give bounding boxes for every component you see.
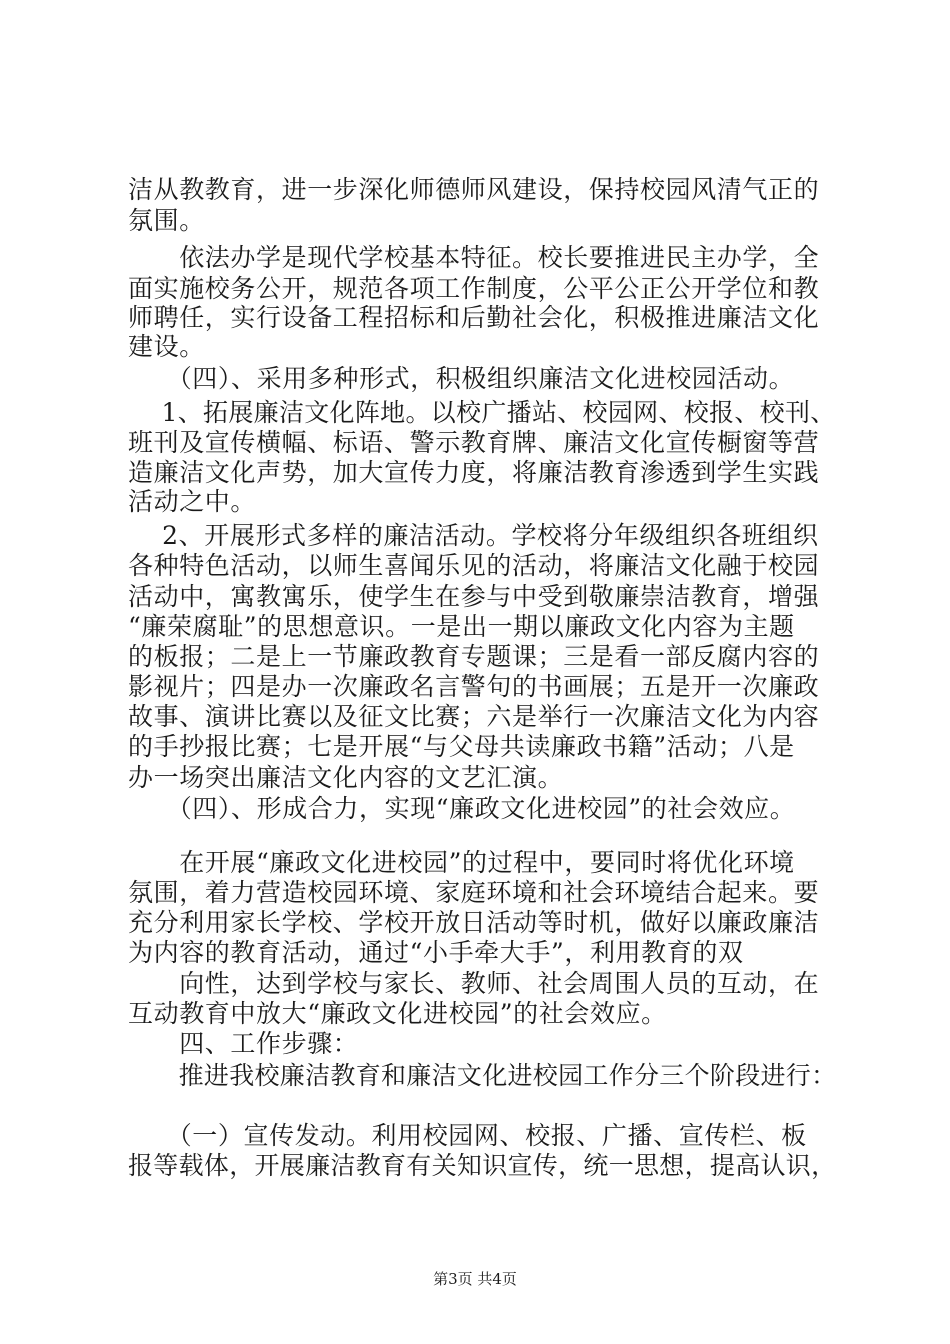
text-line: 面实施校务公开，规范各项工作制度，公平公正公开学位和教	[128, 274, 820, 303]
text-line: 洁从教教育，进一步深化师德师风建设，保持校园风清气正的	[128, 175, 820, 204]
text-line: 氛围，着力营造校园环境、家庭环境和社会环境结合起来。要	[128, 878, 820, 907]
section-heading: （四）、形成合力，实现“廉政文化进校园”的社会效应。	[128, 794, 796, 823]
text-line: 故事、演讲比赛以及征文比赛；六是举行一次廉洁文化为内容	[128, 702, 820, 731]
text-line: 各种特色活动，以师生喜闻乐见的活动，将廉洁文化融于校园	[128, 551, 820, 580]
text-line: 造廉洁文化声势，加大宣传力度，将廉洁教育渗透到学生实践	[128, 458, 820, 487]
text-line: 班刊及宣传横幅、标语、警示教育牌、廉洁文化宣传橱窗等营	[128, 428, 820, 457]
text-line: 向性，达到学校与家长、教师、社会周围人员的互动，在	[128, 969, 820, 998]
text-line: 在开展“廉政文化进校园”的过程中，要同时将优化环境	[128, 848, 795, 877]
text-line: “廉荣腐耻”的思想意识。一是出一期以廉政文化内容为主题	[128, 612, 795, 641]
text-line: （一）宣传发动。利用校园网、校报、广播、宣传栏、板	[128, 1121, 807, 1150]
text-line: 充分利用家长学校、学校开放日活动等时机，做好以廉政廉洁	[128, 908, 820, 937]
text-line: 1、拓展廉洁文化阵地。以校广播站、校园网、校报、校刊、	[128, 398, 836, 427]
text-line: 活动之中。	[128, 487, 257, 516]
text-line: 氛围。	[128, 206, 205, 235]
text-line: 推进我校廉洁教育和廉洁文化进校园工作分三个阶段进行：	[128, 1061, 837, 1090]
text-line: 建设。	[128, 332, 205, 361]
text-line: 的板报；二是上一节廉政教育专题课；三是看一部反腐内容的	[128, 642, 820, 671]
text-line: 为内容的教育活动，通过“小手牵大手”，利用教育的双	[128, 938, 744, 967]
text-line: 办一场突出廉洁文化内容的文艺汇演。	[128, 763, 564, 792]
text-line: 的手抄报比赛；七是开展“与父母共读廉政书籍”活动；八是	[128, 732, 795, 761]
text-line: 师聘任，实行设备工程招标和后勤社会化，积极推进廉洁文化	[128, 303, 820, 332]
text-line: 报等载体，开展廉洁教育有关知识宣传，统一思想，提高认识，	[128, 1151, 837, 1180]
text-line: 活动中，寓教寓乐，使学生在参与中受到敬廉崇洁教育，增强	[128, 582, 820, 611]
section-heading: 四、工作步骤：	[128, 1029, 359, 1058]
text-line: 2、开展形式多样的廉洁活动。学校将分年级组织各班组织	[128, 521, 819, 550]
text-line: 依法办学是现代学校基本特征。校长要推进民主办学，全	[128, 243, 820, 272]
text-line: 影视片；四是办一次廉政名言警句的书画展；五是开一次廉政	[128, 672, 820, 701]
text-line: 互动教育中放大“廉政文化进校园”的社会效应。	[128, 999, 667, 1028]
section-heading: （四）、采用多种形式，积极组织廉洁文化进校园活动。	[128, 364, 795, 393]
page-number-footer: 第3页 共4页	[433, 1270, 517, 1288]
